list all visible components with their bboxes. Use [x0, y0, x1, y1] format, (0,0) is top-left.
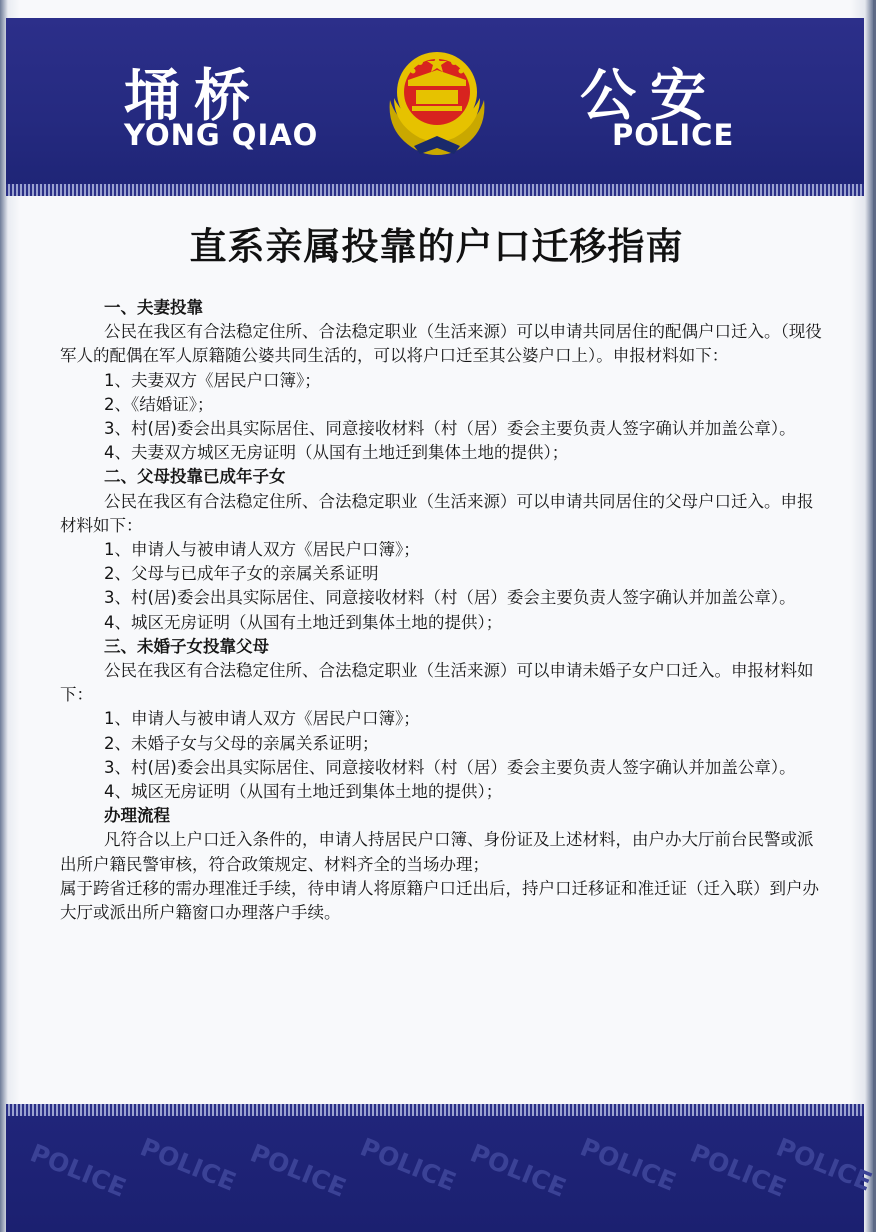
footer-watermark: POLICE	[136, 1132, 241, 1197]
header-stripe	[6, 184, 864, 196]
footer-banner	[6, 1116, 876, 1232]
list-item: 3、村(居)委会出具实际居住、同意接收材料（村（居）委会主要负责人签字确认并加盖公章）。	[104, 419, 796, 439]
header-right-english: POLICE	[612, 118, 735, 152]
footer-watermark: POLICE	[26, 1138, 131, 1203]
list-item: 2、未婚子女与父母的亲属关系证明；	[104, 733, 379, 753]
list-item: 1、申请人与被申请人双方《居民户口簿》；	[104, 709, 420, 729]
footer-watermark: POLICE	[686, 1138, 791, 1203]
page-title: 直系亲属投靠的户口迁移指南	[189, 225, 684, 268]
footer-stripe	[6, 1104, 864, 1116]
header-left-english: YONG QIAO	[124, 118, 319, 152]
section-intro-parents: 公民在我区有合法稳定住所、合法稳定职业（生活来源）可以申请共同居住的父母户口迁入。申报材料如下：	[60, 491, 814, 535]
list-item: 1、夫妻双方《居民户口簿》；	[104, 370, 321, 390]
list-item: 4、城区无房证明（从国有土地迁到集体土地的提供）；	[104, 782, 503, 802]
list-item: 4、城区无房证明（从国有土地迁到集体土地的提供）；	[104, 612, 503, 632]
section-heading-process: 办理流程	[104, 806, 170, 826]
footer-watermark: POLICE	[356, 1132, 461, 1197]
process-paragraph: 凡符合以上户口迁入条件的，申请人持居民户口簿、身份证及上述材料，由户办大厅前台民警或派出所户籍民警审核，符合政策规定、材料齐全的当场办理；	[60, 830, 814, 874]
footer-watermark: POLICE	[576, 1132, 681, 1197]
list-item: 2、父母与已成年子女的亲属关系证明	[104, 564, 379, 584]
police-emblem-icon	[380, 40, 494, 160]
list-item: 4、夫妻双方城区无房证明（从国有土地迁到集体土地的提供）；	[104, 443, 569, 463]
section-intro-spouse: 公民在我区有合法稳定住所、合法稳定职业（生活来源）可以申请共同居住的配偶户口迁入。（现役军人的配偶在军人原籍随公婆共同生活的，可以将户口迁至其公婆户口上）。申报材料如下：	[60, 322, 822, 366]
list-item: 3、村(居)委会出具实际居住、同意接收材料（村（居）委会主要负责人签字确认并加盖公章）。	[104, 588, 796, 608]
section-heading-children: 三、未婚子女投靠父母	[104, 636, 269, 656]
list-item: 3、村(居)委会出具实际居住、同意接收材料（村（居）委会主要负责人签字确认并加盖公章）。	[104, 757, 796, 777]
list-item: 2、《结婚证》；	[104, 394, 214, 414]
footer-watermark: POLICE	[772, 1132, 876, 1197]
section-intro-children: 公民在我区有合法稳定住所、合法稳定职业（生活来源）可以申请未婚子女户口迁入。申报材料如下：	[60, 661, 814, 705]
section-heading-parents: 二、父母投靠已成年子女	[104, 467, 286, 487]
footer-watermark: POLICE	[466, 1138, 571, 1203]
list-item: 1、申请人与被申请人双方《居民户口簿》；	[104, 540, 420, 560]
process-paragraph: 属于跨省迁移的需办理准迁手续，待申请人将原籍户口迁出后，持户口迁移证和准迁证（迁入联）到户办大厅或派出所户籍窗口办理落户手续。	[60, 878, 819, 923]
header-right-chinese: 公安	[580, 64, 720, 129]
footer-watermark: POLICE	[246, 1138, 351, 1203]
section-heading-spouse: 一、夫妻投靠	[104, 298, 203, 317]
header-left-chinese: 埇桥	[124, 64, 264, 129]
guide-body	[60, 296, 828, 925]
